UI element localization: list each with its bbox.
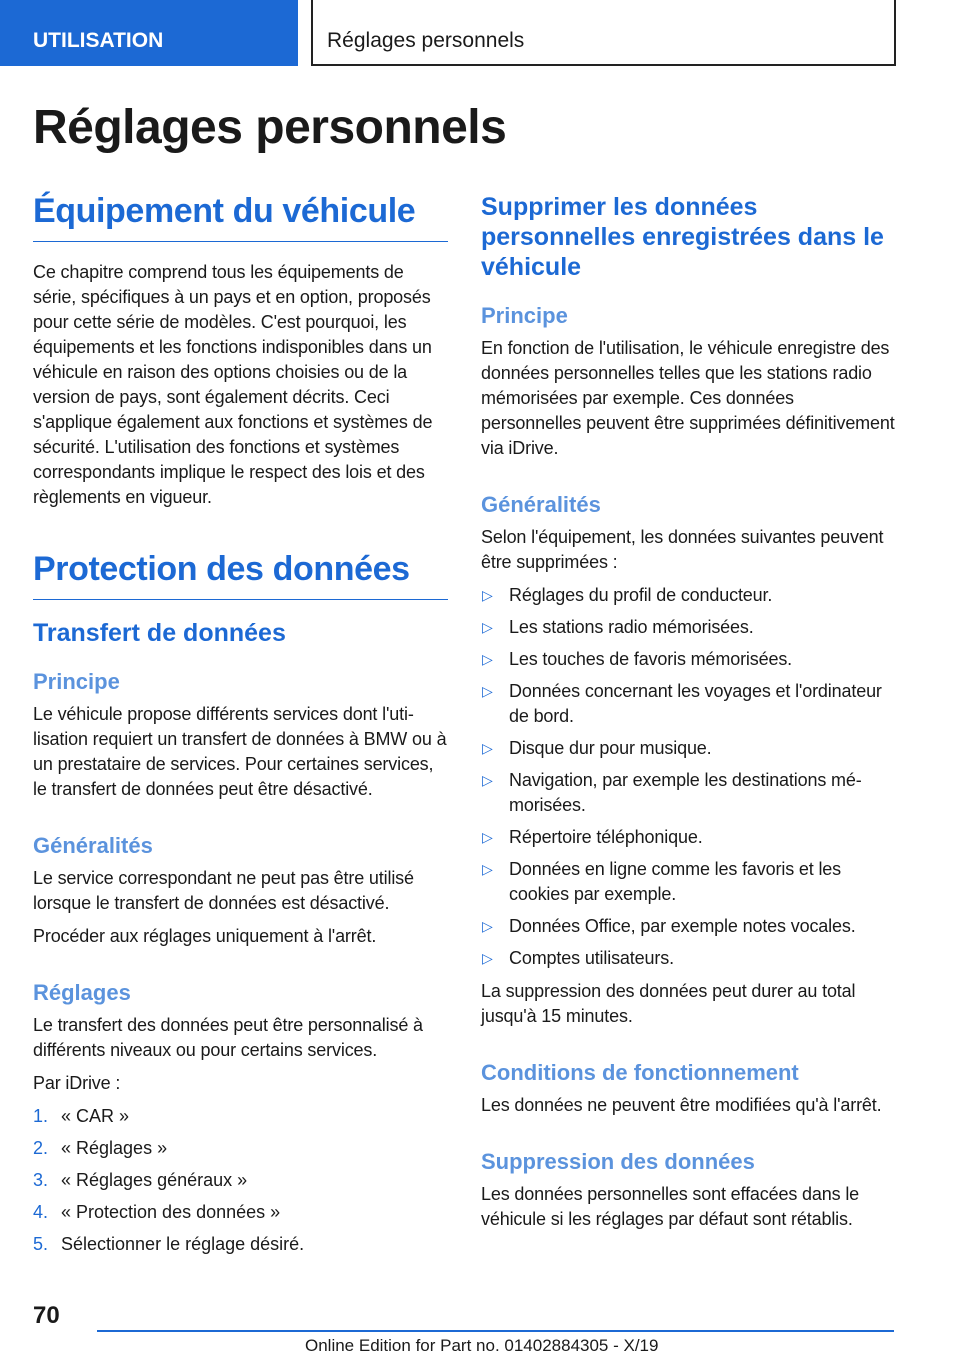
reglages-body-2: Par iDrive : xyxy=(33,1073,121,1093)
supprimer-heading: Supprimer les données personnelles enregistrées dans le véhicule xyxy=(481,193,884,281)
step-text: « Réglages généraux » xyxy=(61,1170,248,1190)
step-text: Sélectionner le réglage désiré. xyxy=(61,1234,305,1254)
step-number: 2. xyxy=(33,1138,49,1158)
list-item: ▷ Données concernant les voyages et l'ordinateur de bord. xyxy=(482,681,882,726)
triangle-bullet-icon: ▷ xyxy=(482,918,493,934)
list-item: ▷ Données Office, par exemple notes vocales. xyxy=(481,914,896,939)
section-tab: Réglages personnels xyxy=(311,0,896,66)
page-number: 70 xyxy=(33,1302,60,1329)
reglages-heading: Réglages xyxy=(33,980,131,1005)
left-column xyxy=(33,192,448,1264)
suppression-heading: Suppression des données xyxy=(481,1149,755,1174)
step-number: 5. xyxy=(33,1234,49,1254)
duration-body: La suppression des données peut durer au total jusqu'à 15 minutes. xyxy=(481,981,856,1026)
principe-body: Le véhicule propose différents services dont l'utilisation requiert un transfert de données à BMW ou à un prestataire de services. Pour certaines services, le transfert de données peut être désactivé. xyxy=(33,704,447,799)
footer-divider xyxy=(97,1330,894,1332)
triangle-bullet-icon: ▷ xyxy=(482,861,493,877)
list-item: ▷ Données en ligne comme les favoris et les cookies par exemple. xyxy=(482,859,842,904)
deletable-data-list xyxy=(481,583,896,971)
page-header xyxy=(0,0,960,66)
page-title: Réglages personnels xyxy=(33,101,507,154)
triangle-bullet-icon: ▷ xyxy=(482,740,493,756)
triangle-bullet-icon: ▷ xyxy=(482,651,493,667)
list-item: ▷ Disque dur pour musique. xyxy=(481,736,896,761)
chapter-tab: UTILISATION xyxy=(0,0,298,66)
step-text: « Réglages » xyxy=(61,1138,168,1158)
list-item: ▷ Répertoire téléphonique. xyxy=(481,825,896,850)
idrive-steps xyxy=(33,1104,448,1257)
reglages-body-1: Le transfert des données peut être personnalisé à différents niveaux ou pour certains services. xyxy=(33,1015,423,1060)
transfert-heading: Transfert de données xyxy=(33,619,286,647)
footer-edition: Online Edition for Part no. 01402884305 - X/19 xyxy=(305,1336,659,1355)
generalites-body-1: Le service correspondant ne peut pas être utilisé lorsque le transfert de données est désactivé. xyxy=(33,868,414,913)
step-item xyxy=(33,1104,448,1129)
generalites-heading: Généralités xyxy=(33,833,153,858)
principe-heading: Principe xyxy=(33,669,120,694)
right-principe-body: En fonction de l'utilisation, le véhicule enregistre des données personnelles telles que les stations radio mémorisées par exemple. Ces données personnelles peuvent être supprimées définitivement via iDrive. xyxy=(481,338,895,458)
conditions-body: Les données ne peuvent être modifiées qu'à l'arrêt. xyxy=(481,1095,882,1115)
list-item: ▷ Les stations radio mémorisées. xyxy=(481,615,896,640)
right-principe-heading: Principe xyxy=(481,303,568,328)
list-item: ▷ Réglages du profil de conducteur. xyxy=(481,583,896,608)
triangle-bullet-icon: ▷ xyxy=(482,683,493,699)
triangle-bullet-icon: ▷ xyxy=(482,950,493,966)
right-generalites-body: Selon l'équipement, les données suivantes peuvent être supprimées : xyxy=(481,527,884,572)
triangle-bullet-icon: ▷ xyxy=(482,587,493,603)
step-number: 1. xyxy=(33,1106,49,1126)
list-item: ▷ Comptes utilisateurs. xyxy=(481,946,896,971)
step-item xyxy=(33,1200,448,1225)
right-column xyxy=(481,192,896,1240)
protection-heading: Protection des données xyxy=(33,550,448,600)
triangle-bullet-icon: ▷ xyxy=(482,829,493,845)
right-generalites-heading: Généralités xyxy=(481,492,601,517)
step-item xyxy=(33,1232,448,1257)
equipement-heading: Équipement du véhicule xyxy=(33,192,448,242)
list-item: ▷ Navigation, par exemple les destinations mémorisées. xyxy=(482,770,862,815)
triangle-bullet-icon: ▷ xyxy=(482,772,493,788)
step-text: « Protection des données » xyxy=(61,1202,281,1222)
step-item xyxy=(33,1136,448,1161)
list-item: ▷ Les touches de favoris mémorisées. xyxy=(481,647,896,672)
step-item xyxy=(33,1168,448,1193)
conditions-heading: Conditions de fonctionnement xyxy=(481,1060,799,1085)
step-number: 4. xyxy=(33,1202,49,1222)
step-number: 3. xyxy=(33,1170,49,1190)
generalites-body-2: Procéder aux réglages uniquement à l'arrêt. xyxy=(33,926,377,946)
step-text: « CAR » xyxy=(61,1106,130,1126)
triangle-bullet-icon: ▷ xyxy=(482,619,493,635)
suppression-body: Les données personnelles sont effacées dans le véhicule si les réglages par défaut sont rétablis. xyxy=(481,1184,860,1229)
equipement-body: Ce chapitre comprend tous les équipements de série, spécifiques à un pays et en option, proposés pour cette série de modèles. C'est pourquoi, les équipements et les fonctions indisponibles dans un véhicule en raison des options choisies ou de la version de pays, sont également décrits. Ceci s'applique également aux fonctions et systèmes de sécurité. L'utilisation des fonctions et systèmes correspondants implique le respect des lois et des règlements en vigueur. xyxy=(33,262,433,507)
